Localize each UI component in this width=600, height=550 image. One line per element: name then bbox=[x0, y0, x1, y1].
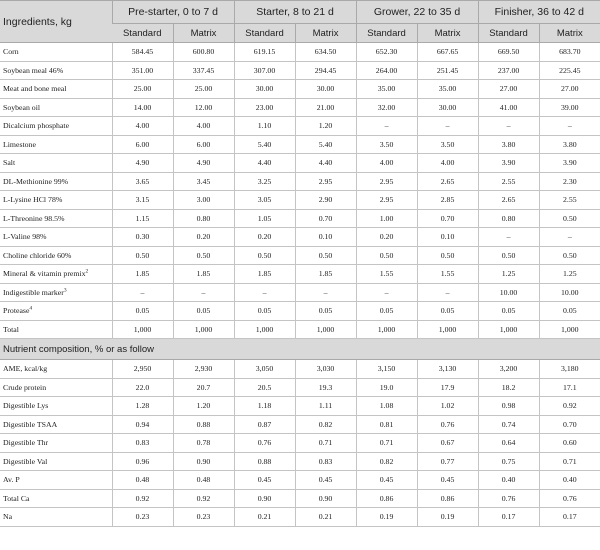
table-cell: 600.80 bbox=[173, 43, 234, 62]
table-cell: 18.2 bbox=[478, 378, 539, 397]
table-cell: 25.00 bbox=[173, 80, 234, 99]
row-label bbox=[0, 283, 112, 302]
table-cell: 0.92 bbox=[539, 397, 600, 416]
table-cell: 17.1 bbox=[539, 378, 600, 397]
table-cell: – bbox=[478, 228, 539, 247]
table-cell: 0.05 bbox=[234, 302, 295, 321]
row-label-text: Mineral & vitamin premix bbox=[3, 269, 86, 279]
table-cell: 10.00 bbox=[539, 283, 600, 302]
table-cell: 1,000 bbox=[478, 320, 539, 339]
table-cell: 2.65 bbox=[417, 172, 478, 191]
table-cell: 2.95 bbox=[356, 191, 417, 210]
row-label-text: Soybean oil bbox=[3, 102, 41, 112]
table-cell: 2.95 bbox=[356, 172, 417, 191]
table-cell: 3.90 bbox=[478, 154, 539, 173]
table-cell: 5.40 bbox=[295, 135, 356, 154]
nutrients-body bbox=[0, 360, 600, 527]
table-cell: 6.00 bbox=[173, 135, 234, 154]
table-cell: 3,030 bbox=[295, 360, 356, 379]
table-cell: 1.00 bbox=[356, 209, 417, 228]
ingredient-row bbox=[0, 135, 600, 154]
row-label bbox=[0, 246, 112, 265]
table-cell: 17.9 bbox=[417, 378, 478, 397]
row-label-text: L-Threonine 98.5% bbox=[3, 213, 65, 223]
ingredient-row bbox=[0, 228, 600, 247]
table-header bbox=[0, 1, 600, 43]
table-cell: 4.40 bbox=[295, 154, 356, 173]
row-label-text: Corn bbox=[3, 47, 19, 57]
row-label bbox=[0, 61, 112, 80]
table-cell: 1,000 bbox=[356, 320, 417, 339]
table-cell: 6.00 bbox=[112, 135, 173, 154]
table-cell: 0.10 bbox=[417, 228, 478, 247]
row-label-text: Limestone bbox=[3, 139, 36, 149]
table-cell: 683.70 bbox=[539, 43, 600, 62]
table-cell: 3.00 bbox=[173, 191, 234, 210]
table-cell: – bbox=[295, 283, 356, 302]
table-cell: 669.50 bbox=[478, 43, 539, 62]
table-cell: 2,930 bbox=[173, 360, 234, 379]
row-label-text: Salt bbox=[3, 158, 16, 168]
ingredient-row bbox=[0, 265, 600, 284]
table-cell: 1.02 bbox=[417, 397, 478, 416]
table-cell: 0.05 bbox=[478, 302, 539, 321]
table-cell: 1.20 bbox=[295, 117, 356, 136]
table-cell: 0.76 bbox=[417, 415, 478, 434]
row-label bbox=[0, 117, 112, 136]
ingredient-row bbox=[0, 320, 600, 339]
table-cell: 584.45 bbox=[112, 43, 173, 62]
table-cell: 1,000 bbox=[173, 320, 234, 339]
header-ingredients: Ingredients, kg bbox=[0, 1, 112, 43]
ingredient-row bbox=[0, 302, 600, 321]
table-cell: 0.20 bbox=[173, 228, 234, 247]
table-cell: – bbox=[478, 117, 539, 136]
table-cell: – bbox=[417, 283, 478, 302]
table-cell: 0.76 bbox=[234, 434, 295, 453]
nutrient-section-body bbox=[0, 339, 600, 360]
header-matrix: Matrix bbox=[173, 24, 234, 43]
table-cell: 0.50 bbox=[539, 209, 600, 228]
table-cell: 0.50 bbox=[173, 246, 234, 265]
table-cell: 3,180 bbox=[539, 360, 600, 379]
table-cell: 3.90 bbox=[539, 154, 600, 173]
row-label bbox=[0, 154, 112, 173]
row-label bbox=[0, 415, 112, 434]
table-cell: 1.25 bbox=[539, 265, 600, 284]
table-cell: 12.00 bbox=[173, 98, 234, 117]
row-label-text: L-Lysine HCl 78% bbox=[3, 195, 63, 205]
table-cell: 0.88 bbox=[234, 452, 295, 471]
table-cell: 3.45 bbox=[173, 172, 234, 191]
table-cell: – bbox=[356, 283, 417, 302]
header-matrix: Matrix bbox=[539, 24, 600, 43]
table-cell: 2.55 bbox=[478, 172, 539, 191]
row-label-text: Na bbox=[3, 512, 13, 522]
table-cell: 0.19 bbox=[356, 508, 417, 527]
ingredient-row bbox=[0, 117, 600, 136]
header-phase-grower: Grower, 22 to 35 d bbox=[356, 1, 478, 24]
table-cell: 0.80 bbox=[478, 209, 539, 228]
footnote-marker: 4 bbox=[29, 305, 33, 312]
table-cell: 2,950 bbox=[112, 360, 173, 379]
table-cell: 0.76 bbox=[478, 489, 539, 508]
table-cell: 4.40 bbox=[234, 154, 295, 173]
table-cell: 0.50 bbox=[539, 246, 600, 265]
table-cell: 0.05 bbox=[539, 302, 600, 321]
table-cell: 3,200 bbox=[478, 360, 539, 379]
row-label-text: Dicalcium phosphate bbox=[3, 121, 70, 131]
table-cell: 35.00 bbox=[417, 80, 478, 99]
table-cell: 1.85 bbox=[295, 265, 356, 284]
table-cell: 0.21 bbox=[295, 508, 356, 527]
table-cell: – bbox=[539, 228, 600, 247]
row-label-text: Digestible Val bbox=[3, 456, 48, 466]
table-cell: 1.10 bbox=[234, 117, 295, 136]
table-cell: 0.60 bbox=[539, 434, 600, 453]
table-cell: 294.45 bbox=[295, 61, 356, 80]
table-cell: 3.80 bbox=[539, 135, 600, 154]
table-cell: 3,150 bbox=[356, 360, 417, 379]
table-cell: 0.05 bbox=[356, 302, 417, 321]
table-cell: 4.00 bbox=[356, 154, 417, 173]
table-cell: 1.28 bbox=[112, 397, 173, 416]
nutrient-row bbox=[0, 471, 600, 490]
row-label bbox=[0, 98, 112, 117]
table-cell: 0.88 bbox=[173, 415, 234, 434]
table-cell: 225.45 bbox=[539, 61, 600, 80]
header-matrix: Matrix bbox=[417, 24, 478, 43]
table-cell: 0.90 bbox=[234, 489, 295, 508]
nutrient-section-title: Nutrient composition, % or as follow bbox=[0, 339, 600, 360]
row-label-text: Total Ca bbox=[3, 493, 30, 503]
table-cell: 4.00 bbox=[417, 154, 478, 173]
ingredient-row bbox=[0, 154, 600, 173]
row-label bbox=[0, 471, 112, 490]
table-cell: 1,000 bbox=[234, 320, 295, 339]
row-label bbox=[0, 508, 112, 527]
table-cell: 0.23 bbox=[173, 508, 234, 527]
table-cell: 1.05 bbox=[234, 209, 295, 228]
table-cell: 0.40 bbox=[539, 471, 600, 490]
table-cell: 4.00 bbox=[112, 117, 173, 136]
nutrient-row bbox=[0, 360, 600, 379]
table-cell: 1.85 bbox=[173, 265, 234, 284]
table-cell: 667.65 bbox=[417, 43, 478, 62]
table-cell: 1.25 bbox=[478, 265, 539, 284]
table-cell: 0.30 bbox=[112, 228, 173, 247]
row-label bbox=[0, 265, 112, 284]
table-cell: 0.71 bbox=[356, 434, 417, 453]
row-label-text: Digestible Thr bbox=[3, 438, 49, 448]
table-cell: 0.82 bbox=[356, 452, 417, 471]
table-cell: 3.25 bbox=[234, 172, 295, 191]
table-cell: 1.20 bbox=[173, 397, 234, 416]
table-cell: 2.30 bbox=[539, 172, 600, 191]
table-cell: 0.64 bbox=[478, 434, 539, 453]
table-cell: 1.55 bbox=[356, 265, 417, 284]
table-cell: 0.17 bbox=[539, 508, 600, 527]
table-cell: 619.15 bbox=[234, 43, 295, 62]
table-cell: 0.50 bbox=[234, 246, 295, 265]
nutrient-row bbox=[0, 452, 600, 471]
table-cell: 3.15 bbox=[112, 191, 173, 210]
table-cell: 0.23 bbox=[112, 508, 173, 527]
table-cell: 0.50 bbox=[478, 246, 539, 265]
table-cell: 19.3 bbox=[295, 378, 356, 397]
table-cell: 1,000 bbox=[112, 320, 173, 339]
table-cell: 1,000 bbox=[539, 320, 600, 339]
table-cell: 237.00 bbox=[478, 61, 539, 80]
table-cell: 10.00 bbox=[478, 283, 539, 302]
row-label-text: DL-Methionine 99% bbox=[3, 176, 69, 186]
table-cell: 337.45 bbox=[173, 61, 234, 80]
ingredient-row bbox=[0, 80, 600, 99]
row-label bbox=[0, 80, 112, 99]
header-phase-pre-starter: Pre-starter, 0 to 7 d bbox=[112, 1, 234, 24]
nutrient-row bbox=[0, 378, 600, 397]
table-cell: 0.40 bbox=[478, 471, 539, 490]
table-cell: 0.05 bbox=[295, 302, 356, 321]
table-cell: 0.98 bbox=[478, 397, 539, 416]
table-cell: 0.10 bbox=[295, 228, 356, 247]
table-cell: 0.78 bbox=[173, 434, 234, 453]
table-cell: 0.94 bbox=[112, 415, 173, 434]
table-cell: 0.67 bbox=[417, 434, 478, 453]
row-label bbox=[0, 434, 112, 453]
table-cell: 19.0 bbox=[356, 378, 417, 397]
row-label-text: AME, kcal/kg bbox=[3, 364, 48, 374]
table-cell: 3.50 bbox=[417, 135, 478, 154]
table-cell: 0.71 bbox=[295, 434, 356, 453]
table-cell: 27.00 bbox=[478, 80, 539, 99]
table-cell: 3,130 bbox=[417, 360, 478, 379]
row-label-text: L-Valine 98% bbox=[3, 232, 47, 242]
row-label bbox=[0, 228, 112, 247]
table-cell: 0.86 bbox=[417, 489, 478, 508]
table-cell: 25.00 bbox=[112, 80, 173, 99]
table-cell: 2.90 bbox=[295, 191, 356, 210]
table-cell: 30.00 bbox=[234, 80, 295, 99]
table-cell: 0.82 bbox=[295, 415, 356, 434]
footnote-marker: 3 bbox=[63, 287, 67, 294]
table-cell: – bbox=[539, 117, 600, 136]
nutrient-row bbox=[0, 508, 600, 527]
table-cell: 307.00 bbox=[234, 61, 295, 80]
footnote-marker: 2 bbox=[85, 268, 89, 275]
table-cell: 0.70 bbox=[539, 415, 600, 434]
row-label bbox=[0, 378, 112, 397]
row-label bbox=[0, 43, 112, 62]
table-cell: 0.20 bbox=[356, 228, 417, 247]
ingredient-row bbox=[0, 43, 600, 62]
table-cell: 0.05 bbox=[417, 302, 478, 321]
header-phase-finisher: Finisher, 36 to 42 d bbox=[478, 1, 600, 24]
table-cell: 0.81 bbox=[356, 415, 417, 434]
table-cell: 4.00 bbox=[173, 117, 234, 136]
table-cell: 0.45 bbox=[417, 471, 478, 490]
table-cell: 0.05 bbox=[112, 302, 173, 321]
table-cell: 0.70 bbox=[417, 209, 478, 228]
header-standard: Standard bbox=[112, 24, 173, 43]
table-cell: 1.18 bbox=[234, 397, 295, 416]
ingredient-row bbox=[0, 246, 600, 265]
table-cell: – bbox=[234, 283, 295, 302]
table-cell: 0.21 bbox=[234, 508, 295, 527]
table-cell: 0.05 bbox=[173, 302, 234, 321]
table-cell: 20.7 bbox=[173, 378, 234, 397]
table-cell: 0.20 bbox=[234, 228, 295, 247]
table-cell: 20.5 bbox=[234, 378, 295, 397]
table-cell: 0.17 bbox=[478, 508, 539, 527]
table-cell: 5.40 bbox=[234, 135, 295, 154]
ingredient-row bbox=[0, 191, 600, 210]
nutrient-row bbox=[0, 489, 600, 508]
table-cell: 0.50 bbox=[417, 246, 478, 265]
ingredient-row bbox=[0, 283, 600, 302]
table-cell: 3.80 bbox=[478, 135, 539, 154]
row-label-text: Protease bbox=[3, 306, 30, 316]
table-cell: 1.11 bbox=[295, 397, 356, 416]
table-cell: 1.85 bbox=[112, 265, 173, 284]
row-label bbox=[0, 135, 112, 154]
nutrient-row bbox=[0, 397, 600, 416]
table-cell: 652.30 bbox=[356, 43, 417, 62]
ingredient-row bbox=[0, 209, 600, 228]
row-label bbox=[0, 452, 112, 471]
row-label-text: Digestible TSAA bbox=[3, 419, 58, 429]
row-label-text: Soybean meal 46% bbox=[3, 65, 64, 75]
table-cell: 0.50 bbox=[356, 246, 417, 265]
table-cell: 30.00 bbox=[417, 98, 478, 117]
table-cell: 0.71 bbox=[539, 452, 600, 471]
table-cell: 39.00 bbox=[539, 98, 600, 117]
table-cell: 0.70 bbox=[295, 209, 356, 228]
ingredients-body bbox=[0, 43, 600, 339]
row-label bbox=[0, 302, 112, 321]
table-cell: – bbox=[417, 117, 478, 136]
nutrient-row bbox=[0, 415, 600, 434]
row-label-text: Choline chloride 60% bbox=[3, 250, 72, 260]
row-label-text: Crude protein bbox=[3, 382, 47, 392]
table-cell: 1,000 bbox=[295, 320, 356, 339]
header-standard: Standard bbox=[356, 24, 417, 43]
table-cell: 264.00 bbox=[356, 61, 417, 80]
row-label-text: Indigestible marker bbox=[3, 287, 64, 297]
row-label-text: Digestible Lys bbox=[3, 401, 49, 411]
row-label bbox=[0, 360, 112, 379]
table-cell: 351.00 bbox=[112, 61, 173, 80]
table-cell: 27.00 bbox=[539, 80, 600, 99]
table-cell: 4.90 bbox=[173, 154, 234, 173]
table-cell: 3.05 bbox=[234, 191, 295, 210]
table-cell: 0.83 bbox=[112, 434, 173, 453]
table-cell: 0.48 bbox=[112, 471, 173, 490]
row-label bbox=[0, 209, 112, 228]
table-cell: 35.00 bbox=[356, 80, 417, 99]
row-label bbox=[0, 489, 112, 508]
table-cell: 1.85 bbox=[234, 265, 295, 284]
nutrient-section-row bbox=[0, 339, 600, 360]
table-cell: 634.50 bbox=[295, 43, 356, 62]
table-cell: – bbox=[173, 283, 234, 302]
table-cell: – bbox=[356, 117, 417, 136]
table-cell: 0.80 bbox=[173, 209, 234, 228]
table-cell: 0.96 bbox=[112, 452, 173, 471]
table-cell: 3.50 bbox=[356, 135, 417, 154]
ingredient-row bbox=[0, 61, 600, 80]
table-cell: 32.00 bbox=[356, 98, 417, 117]
table-cell: 0.90 bbox=[295, 489, 356, 508]
table-cell: 14.00 bbox=[112, 98, 173, 117]
row-label-text: Total bbox=[3, 324, 19, 334]
table-cell: 0.83 bbox=[295, 452, 356, 471]
row-label-text: Meat and bone meal bbox=[3, 84, 67, 94]
row-label bbox=[0, 397, 112, 416]
ingredient-row bbox=[0, 98, 600, 117]
header-matrix: Matrix bbox=[295, 24, 356, 43]
table-cell: 0.45 bbox=[234, 471, 295, 490]
table-cell: 0.86 bbox=[356, 489, 417, 508]
row-label bbox=[0, 172, 112, 191]
table-cell: 3,050 bbox=[234, 360, 295, 379]
table-cell: 0.77 bbox=[417, 452, 478, 471]
table-cell: 0.50 bbox=[112, 246, 173, 265]
table-cell: 0.45 bbox=[356, 471, 417, 490]
table-cell: 1.55 bbox=[417, 265, 478, 284]
table-cell: 41.00 bbox=[478, 98, 539, 117]
table-cell: 0.75 bbox=[478, 452, 539, 471]
ingredient-row bbox=[0, 172, 600, 191]
table-cell: 30.00 bbox=[295, 80, 356, 99]
table-cell: 251.45 bbox=[417, 61, 478, 80]
table-cell: 0.50 bbox=[295, 246, 356, 265]
table-cell: 4.90 bbox=[112, 154, 173, 173]
table-cell: 2.65 bbox=[478, 191, 539, 210]
table-cell: 0.92 bbox=[112, 489, 173, 508]
table-cell: 0.92 bbox=[173, 489, 234, 508]
row-label bbox=[0, 191, 112, 210]
table-cell: 3.65 bbox=[112, 172, 173, 191]
table-cell: 0.48 bbox=[173, 471, 234, 490]
table-cell: 1.15 bbox=[112, 209, 173, 228]
table-cell: 23.00 bbox=[234, 98, 295, 117]
table-cell: 0.19 bbox=[417, 508, 478, 527]
header-standard: Standard bbox=[234, 24, 295, 43]
row-label bbox=[0, 320, 112, 339]
table-cell: 0.87 bbox=[234, 415, 295, 434]
table-cell: 0.90 bbox=[173, 452, 234, 471]
row-label-text: Av. P bbox=[3, 475, 20, 485]
table-cell: – bbox=[112, 283, 173, 302]
table-cell: 0.45 bbox=[295, 471, 356, 490]
table-cell: 0.74 bbox=[478, 415, 539, 434]
table-cell: 1.08 bbox=[356, 397, 417, 416]
table-cell: 22.0 bbox=[112, 378, 173, 397]
table-cell: 21.00 bbox=[295, 98, 356, 117]
nutrient-row bbox=[0, 434, 600, 453]
table-cell: 2.95 bbox=[295, 172, 356, 191]
header-phase-starter: Starter, 8 to 21 d bbox=[234, 1, 356, 24]
table-cell: 2.85 bbox=[417, 191, 478, 210]
table-cell: 2.55 bbox=[539, 191, 600, 210]
table-cell: 0.76 bbox=[539, 489, 600, 508]
header-standard: Standard bbox=[478, 24, 539, 43]
table-cell: 1,000 bbox=[417, 320, 478, 339]
